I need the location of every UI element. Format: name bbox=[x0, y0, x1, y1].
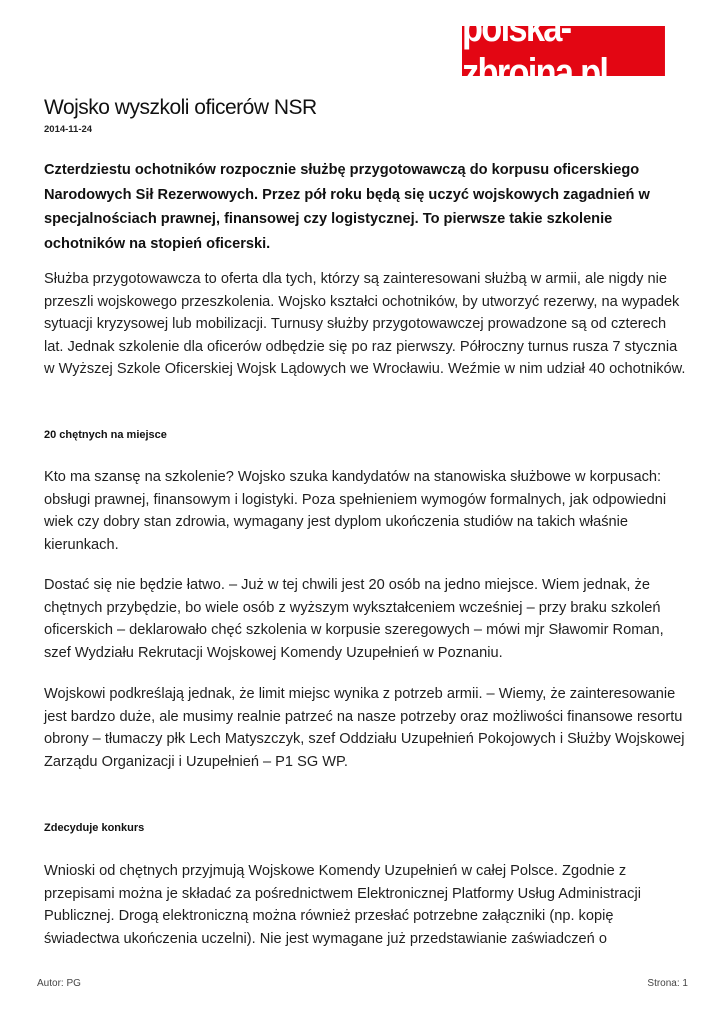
article-paragraph-5: Wnioski od chętnych przyjmują Wojskowe Komendy Uzupełnień w całej Polsce. Zgodnie z przepisami można je składać za pośrednictwem Elektronicznej Platformy Usług Administracji Publicznej. Drogą elektroniczną można również przesłać potrzebne załączniki (np. kopię świadectwa ukończenia uczelni). Nie jest wymagane już przedstawianie zaświadczeń o bbox=[44, 863, 641, 947]
footer-author: Autor: PG bbox=[37, 978, 81, 989]
section-heading-2: Zdecyduje konkurs bbox=[44, 822, 145, 834]
article-paragraph-1: Służba przygotowawcza to oferta dla tych, którzy są zainteresowani służbą w armii, ale nigdy nie przeszli wojskowego przeszkolenia. Wojsko kształci ochotników, by utworzyć rezerwy, na wypadek sytuacji kryzysowej lub mobilizacji. Turnusy służby przygotowawczej prowadzone są od czterech lat. Jednak szkolenie dla oficerów odbędzie się po raz pierwszy. Półroczny turnus rusza 7 stycznia w Wyższej Szkole Oficerskiej Wojsk Lądowych we Wrocławiu. Weźmie w nim udział 40 ochotników. bbox=[44, 271, 686, 377]
article-paragraph-3: Dostać się nie będzie łatwo. – Już w tej chwili jest 20 osób na jedno miejsce. Wiem jednak, że chętnych przybędzie, bo wiele osób z wyższym wykształceniem wcześniej – przy braku szkoleń oficerskich – deklarowało chęć szkolenia w korpusie szeregowych – mówi mjr Sławomir Roman, szef Wydziału Rekrutacji Wojskowej Komendy Uzupełnień w Poznaniu. bbox=[44, 577, 664, 661]
article-paragraph-4: Wojskowi podkreślają jednak, że limit miejsc wynika z potrzeb armii. – Wiemy, że zainteresowanie jest bardzo duże, ale musimy realnie patrzeć na nasze potrzeby oraz możliwości finansowe resortu obrony – tłumaczy płk Lech Matyszczyk, szef Oddziału Uzupełnień Pokojowych i Służby Wojskowej Zarządu Organizacji i Uzupełnień – P1 SG WP. bbox=[44, 686, 685, 770]
site-logo[interactable]: polska-zbrojna.pl bbox=[462, 26, 665, 76]
article-title: Wojsko wyszkoli oficerów NSR bbox=[44, 96, 317, 119]
footer-page-number: Strona: 1 bbox=[647, 978, 688, 989]
article-paragraph-2: Kto ma szansę na szkolenie? Wojsko szuka kandydatów na stanowiska służbowe w korpusach: obsługi prawnej, finansowym i logistyki. Poza spełnieniem wymogów formalnych, jak odpowiedni wiek czy dobry stan zdrowia, wymagany jest dyplom ukończenia studiów na takich właśnie kierunkach. bbox=[44, 469, 667, 553]
section-heading-1: 20 chętnych na miejsce bbox=[44, 429, 167, 441]
article-lead: Czterdziestu ochotników rozpocznie służbę przygotowawczą do korpusu oficerskiego Narodowych Sił Rezerwowych. Przez pół roku będą się uczyć wojskowych zagadnień w specjalnościach prawnej, finansowej czy logistycznej. To pierwsze takie szkolenie ochotników na stopień oficerski. bbox=[44, 162, 650, 252]
article-date: 2014-11-24 bbox=[44, 124, 93, 135]
